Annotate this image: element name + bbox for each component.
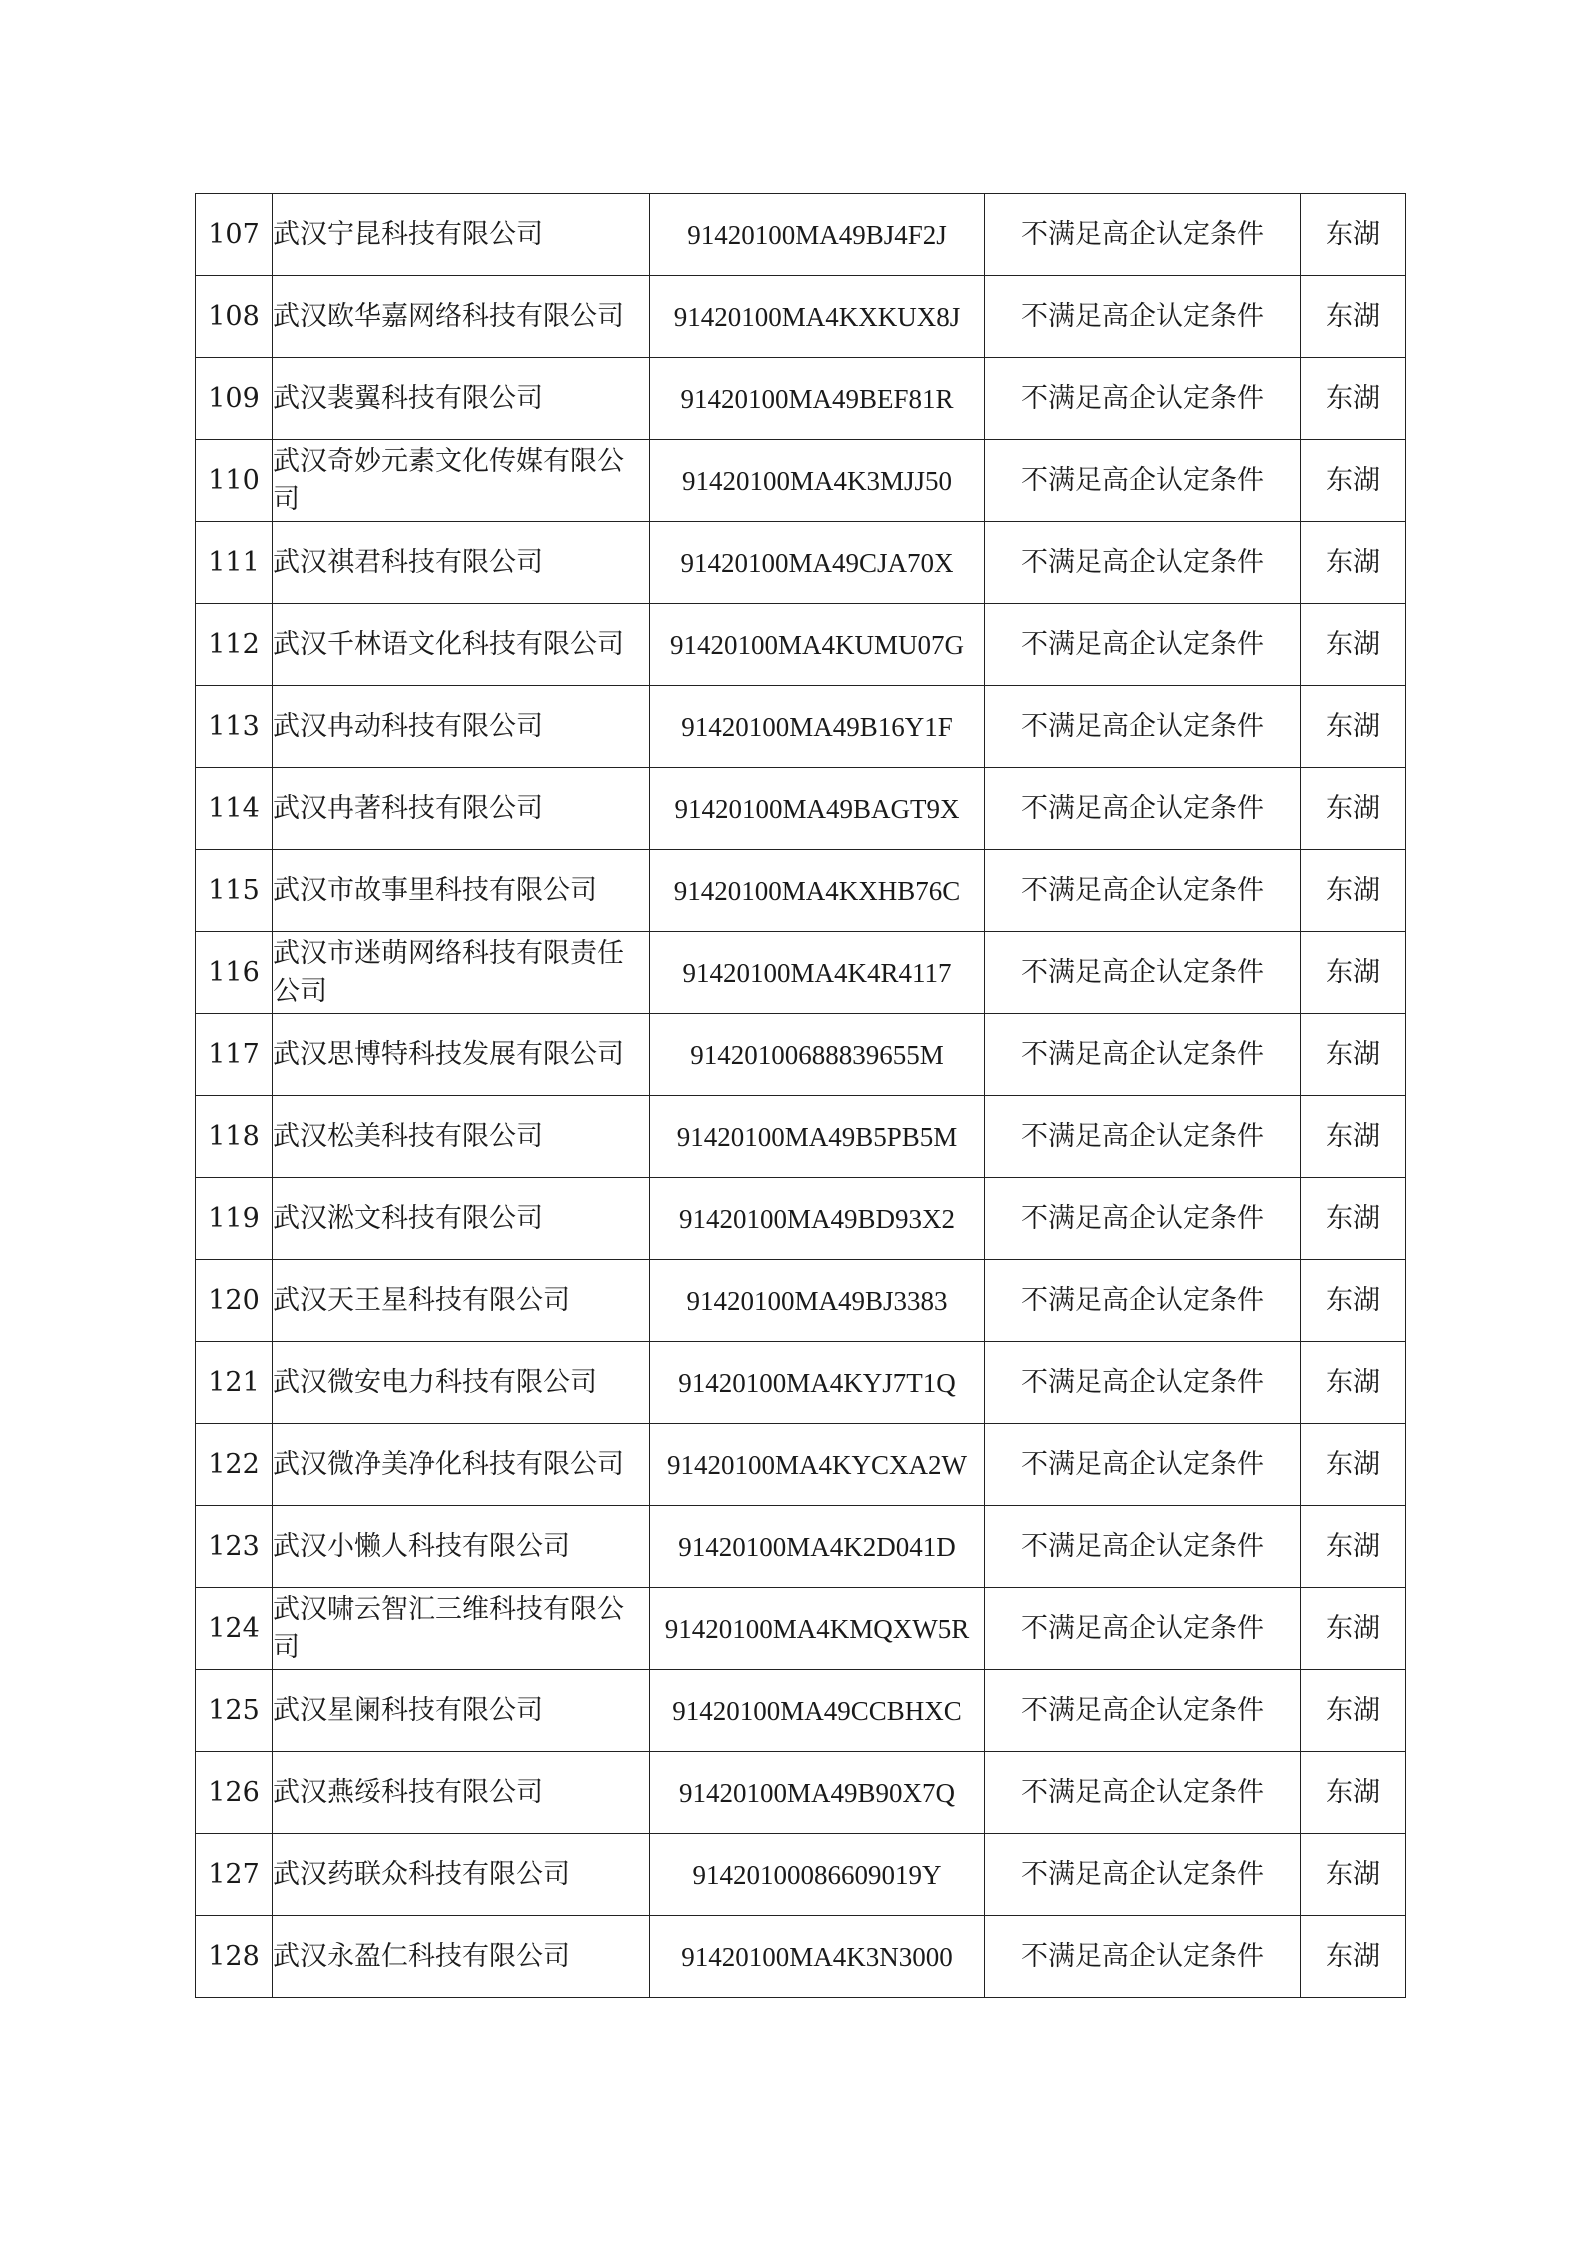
credit-code: 91420100MA49BEF81R — [650, 358, 985, 440]
district: 东湖 — [1301, 1342, 1406, 1424]
table-row — [196, 1424, 1406, 1506]
table-row — [196, 1670, 1406, 1752]
district: 东湖 — [1301, 522, 1406, 604]
company-table-body — [196, 194, 1406, 1998]
row-number: 115 — [196, 850, 273, 932]
row-number: 124 — [196, 1588, 273, 1670]
row-number: 109 — [196, 358, 273, 440]
row-number: 127 — [196, 1834, 273, 1916]
credit-code: 91420100MA4KMQXW5R — [650, 1588, 985, 1670]
district: 东湖 — [1301, 1014, 1406, 1096]
rejection-reason: 不满足高企认定条件 — [985, 1834, 1301, 1916]
row-number: 120 — [196, 1260, 273, 1342]
company-name: 武汉天王星科技有限公司 — [273, 1260, 650, 1342]
district: 东湖 — [1301, 604, 1406, 686]
credit-code: 91420100MA4KXHB76C — [650, 850, 985, 932]
rejection-reason: 不满足高企认定条件 — [985, 440, 1301, 522]
company-name: 武汉欧华嘉网络科技有限公司 — [273, 276, 650, 358]
table-row — [196, 1178, 1406, 1260]
rejection-reason: 不满足高企认定条件 — [985, 850, 1301, 932]
table-row — [196, 768, 1406, 850]
rejection-reason: 不满足高企认定条件 — [985, 1424, 1301, 1506]
credit-code: 91420100MA4KYCXA2W — [650, 1424, 985, 1506]
row-number: 114 — [196, 768, 273, 850]
table-row — [196, 1588, 1406, 1670]
district: 东湖 — [1301, 1424, 1406, 1506]
row-number: 122 — [196, 1424, 273, 1506]
credit-code: 91420100MA4KUMU07G — [650, 604, 985, 686]
company-name: 武汉小懒人科技有限公司 — [273, 1506, 650, 1588]
row-number: 119 — [196, 1178, 273, 1260]
row-number: 112 — [196, 604, 273, 686]
district: 东湖 — [1301, 850, 1406, 932]
rejection-reason: 不满足高企认定条件 — [985, 1752, 1301, 1834]
row-number: 116 — [196, 932, 273, 1014]
district: 东湖 — [1301, 1916, 1406, 1998]
rejection-reason: 不满足高企认定条件 — [985, 686, 1301, 768]
credit-code: 91420100MA49B16Y1F — [650, 686, 985, 768]
table-row — [196, 850, 1406, 932]
district: 东湖 — [1301, 276, 1406, 358]
rejection-reason: 不满足高企认定条件 — [985, 194, 1301, 276]
credit-code: 91420100MA4K4R4117 — [650, 932, 985, 1014]
row-number: 108 — [196, 276, 273, 358]
credit-code: 914201006888396​55M — [650, 1014, 985, 1096]
row-number: 128 — [196, 1916, 273, 1998]
company-name: 武汉啸云智汇三维科技有限公司 — [273, 1588, 650, 1670]
company-name: 武汉宁昆科技有限公司 — [273, 194, 650, 276]
row-number: 121 — [196, 1342, 273, 1424]
table-row — [196, 276, 1406, 358]
table-row — [196, 522, 1406, 604]
district: 东湖 — [1301, 1506, 1406, 1588]
credit-code: 91420100MA49CCBHXC — [650, 1670, 985, 1752]
credit-code: 91420100MA49BD93X2 — [650, 1178, 985, 1260]
district: 东湖 — [1301, 686, 1406, 768]
district: 东湖 — [1301, 1588, 1406, 1670]
district: 东湖 — [1301, 768, 1406, 850]
rejection-reason: 不满足高企认定条件 — [985, 1178, 1301, 1260]
credit-code: 91420100MA49B90X7Q — [650, 1752, 985, 1834]
company-name: 武汉淞文科技有限公司 — [273, 1178, 650, 1260]
company-name: 武汉冉著科技有限公司 — [273, 768, 650, 850]
credit-code: 91420100MA4KXKUX8J — [650, 276, 985, 358]
rejection-reason: 不满足高企认定条件 — [985, 1916, 1301, 1998]
table-row — [196, 932, 1406, 1014]
table-row — [196, 604, 1406, 686]
company-name: 武汉微安电力科技有限公司 — [273, 1342, 650, 1424]
company-name: 武汉市迷萌网络科技有限责任公司 — [273, 932, 650, 1014]
district: 东湖 — [1301, 1752, 1406, 1834]
district: 东湖 — [1301, 358, 1406, 440]
company-name: 武汉奇妙元素文化传媒有限公司 — [273, 440, 650, 522]
row-number: 117 — [196, 1014, 273, 1096]
credit-code: 91420100MA49BJ3383 — [650, 1260, 985, 1342]
company-name: 武汉松美科技有限公司 — [273, 1096, 650, 1178]
district: 东湖 — [1301, 194, 1406, 276]
district: 东湖 — [1301, 440, 1406, 522]
credit-code: 91420100MA4K3MJJ50 — [650, 440, 985, 522]
table-row — [196, 358, 1406, 440]
rejection-reason: 不满足高企认定条件 — [985, 1260, 1301, 1342]
rejection-reason: 不满足高企认定条件 — [985, 1014, 1301, 1096]
rejection-reason: 不满足高企认定条件 — [985, 1588, 1301, 1670]
rejection-reason: 不满足高企认定条件 — [985, 1506, 1301, 1588]
credit-code: 91420100086609019Y — [650, 1834, 985, 1916]
credit-code: 91420100MA49CJA70X — [650, 522, 985, 604]
district: 东湖 — [1301, 1670, 1406, 1752]
company-name: 武汉思博特科技发展有限公司 — [273, 1014, 650, 1096]
table-row — [196, 1834, 1406, 1916]
credit-code: 91420100MA4K2D041D — [650, 1506, 985, 1588]
company-name: 武汉永盈仁科技有限公司 — [273, 1916, 650, 1998]
row-number: 126 — [196, 1752, 273, 1834]
company-name: 武汉祺君科技有限公司 — [273, 522, 650, 604]
row-number: 118 — [196, 1096, 273, 1178]
table-row — [196, 1916, 1406, 1998]
company-name: 武汉千林语文化科技有限公司 — [273, 604, 650, 686]
rejection-reason: 不满足高企认定条件 — [985, 358, 1301, 440]
table-row — [196, 1342, 1406, 1424]
rejection-reason: 不满足高企认定条件 — [985, 1096, 1301, 1178]
rejection-reason: 不满足高企认定条件 — [985, 604, 1301, 686]
table-row — [196, 686, 1406, 768]
table-row — [196, 1752, 1406, 1834]
rejection-reason: 不满足高企认定条件 — [985, 276, 1301, 358]
district: 东湖 — [1301, 1260, 1406, 1342]
credit-code: 91420100MA49BAGT9X — [650, 768, 985, 850]
district: 东湖 — [1301, 1096, 1406, 1178]
row-number: 113 — [196, 686, 273, 768]
company-name: 武汉市故事里科技有限公司 — [273, 850, 650, 932]
row-number: 125 — [196, 1670, 273, 1752]
rejection-reason: 不满足高企认定条件 — [985, 932, 1301, 1014]
company-name: 武汉裴翼科技有限公司 — [273, 358, 650, 440]
rejection-reason: 不满足高企认定条件 — [985, 1342, 1301, 1424]
table-row — [196, 1014, 1406, 1096]
table-row — [196, 1260, 1406, 1342]
rejection-reason: 不满足高企认定条件 — [985, 768, 1301, 850]
credit-code: 91420100MA49B5PB5M — [650, 1096, 985, 1178]
company-table — [195, 193, 1406, 1998]
table-row — [196, 194, 1406, 276]
row-number: 123 — [196, 1506, 273, 1588]
table-row — [196, 1096, 1406, 1178]
company-name: 武汉星阑科技有限公司 — [273, 1670, 650, 1752]
table-row — [196, 440, 1406, 522]
district: 东湖 — [1301, 1178, 1406, 1260]
credit-code: 91420100MA4K3N3000 — [650, 1916, 985, 1998]
table-row — [196, 1506, 1406, 1588]
company-name: 武汉微净美净化科技有限公司 — [273, 1424, 650, 1506]
company-name: 武汉药联众科技有限公司 — [273, 1834, 650, 1916]
row-number: 107 — [196, 194, 273, 276]
rejection-reason: 不满足高企认定条件 — [985, 1670, 1301, 1752]
row-number: 111 — [196, 522, 273, 604]
credit-code: 91420100MA4KYJ7T1Q — [650, 1342, 985, 1424]
credit-code: 91420100MA49BJ4F2J — [650, 194, 985, 276]
district: 东湖 — [1301, 1834, 1406, 1916]
district: 东湖 — [1301, 932, 1406, 1014]
company-name: 武汉燕绥科技有限公司 — [273, 1752, 650, 1834]
company-name: 武汉冉动科技有限公司 — [273, 686, 650, 768]
rejection-reason: 不满足高企认定条件 — [985, 522, 1301, 604]
row-number: 110 — [196, 440, 273, 522]
